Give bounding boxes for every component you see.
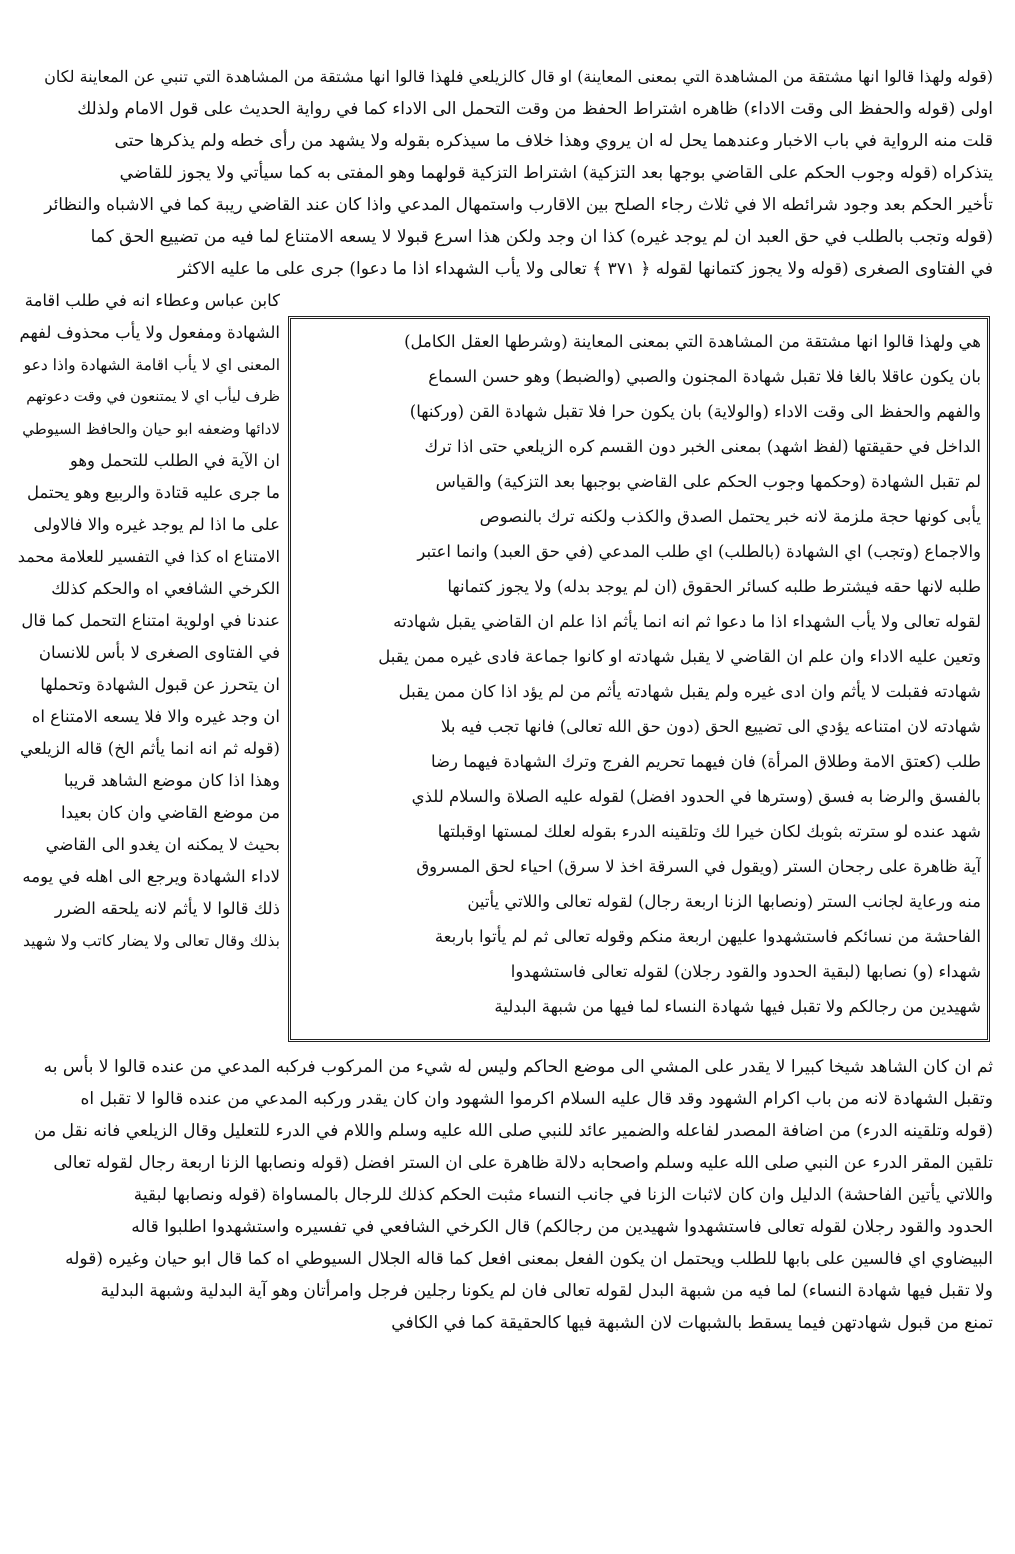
main-text-line: والفهم والحفظ الى وقت الاداء (والولاية) بان يكون حرا فلا تقبل شهادة القن (وركنها) (409, 402, 981, 421)
commentary-line: (قوله ولهذا قالوا انها مشتقة من المشاهدة التي بمعنى المعاينة) او قال كالزيلعي فلهذا قالوا انها مشتقة من المشاهدة التي تنبي عن المعاينة لكان (44, 67, 993, 86)
commentary-line: تمنع من قبول شهادتهن فيما يسقط بالشبهات لان الشبهة فيها كالحقيقة كما في الكافي (391, 1313, 993, 1333)
main-text-line: والاجماع (وتجب) اي الشهادة (بالطلب) اي طلب المدعي (في حق العبد) وانما اعتبر (417, 542, 981, 561)
commentary-line: في الفتاوى الصغرى (قوله ولا يجوز كتمانها لقوله ﴿ ٣٧١ ﴾ تعالى ولا يأب الشهداء اذا ما دعوا) جرى على ما عليه الاكثر (177, 259, 993, 279)
main-text-line: شهادته فقبلت لا يأثم وان ادى غيره ولم يقبل شهادته يأثم من لم يؤد اذا كان ممن يقبل (398, 682, 981, 701)
main-text-frame (288, 316, 990, 1042)
commentary-line: ان وجد غيره والا فلا يسعه الامتناع اه (31, 707, 280, 726)
main-text-line: لقوله تعالى ولا يأب الشهداء اذا ما دعوا ثم انه انما يأثم اذا علم ان القاضي يقبل شهادته (393, 612, 981, 631)
commentary-line: وتقبل الشهادة لانه من باب اكرام الشهود وقد قال عليه السلام اكرموا الشهود وان كان يقدر وركبه المدعي من عنده قالوا لا تقبل اه (80, 1089, 993, 1109)
main-text-line: بالفسق والرضا به فسق (وسترها في الحدود افضل) لقوله عليه الصلاة والسلام للذي (411, 787, 981, 806)
commentary-line: ظرف ليأب اي لا يمتنعون في وقت دعوتهم (26, 389, 280, 405)
commentary-line: الكرخي الشافعي اه والحكم كذلك (51, 579, 280, 598)
commentary-line: واللاتي يأتين الفاحشة) الدليل وان كان لاثبات الزنا في جانب النساء مثبت الحكم كذلك للرجال بالمساواة (قوله ونصابها لبقية (133, 1185, 993, 1205)
commentary-line: ذلك قالوا لا يأثم لانه يلحقه الضرر (54, 899, 280, 918)
commentary-line: ان الآية في الطلب للتحمل وهو (69, 451, 280, 470)
main-text-line: شهداء (و) نصابها (لبقية الحدود والقود رجلان) لقوله تعالى فاستشهدوا (510, 962, 981, 981)
main-text-line: هي ولهذا قالوا انها مشتقة من المشاهدة التي بمعنى المعاينة (وشرطها العقل الكامل) (404, 332, 981, 351)
commentary-line: بحيث لا يمكنه ان يغدو الى القاضي (45, 835, 280, 854)
main-text-line: بان يكون عاقلا بالغا فلا تقبل شهادة المجنون والصبي (والضبط) وهو حسن السماع (428, 367, 981, 386)
main-text-line: طلبه لانها حقه فيشترط طلبه كسائر الحقوق (ان لم يوجد بدله) ولا يجوز كتمانها (447, 577, 981, 596)
commentary-line: بذلك وقال تعالى ولا يضار كاتب ولا شهيد (23, 932, 280, 950)
commentary-line: على ما اذا لم يوجد غيره والا فالاولى (33, 515, 280, 534)
commentary-line: تلقين المقر الدرء عن النبي صلى الله عليه وسلم واصحابه دلالة ظاهرة على ان الستر افضل (قوله ونصابها الزنا اربعة رجال لقوله تعالى (53, 1153, 993, 1173)
commentary-line: لادائها وضعفه ابو حيان والحافظ السيوطي (22, 420, 280, 438)
commentary-line: لاداء الشهادة ويرجع الى اهله في يومه (22, 867, 280, 886)
main-text-line: لم تقبل الشهادة (وحكمها وجوب الحكم على القاضي بوجبها بعد التزكية) والقياس (435, 472, 981, 491)
commentary-line: عندنا في اولوية امتناع التحمل كما قال (21, 611, 280, 630)
commentary-line: يتذكراه (قوله وجوب الحكم على القاضي بوجها بعد التزكية) اشتراط التزكية قولهما وهو المفتى به كما سيأتي ولا يجوز للقاضي (119, 163, 993, 183)
commentary-line: ان يتحرز عن قبول الشهادة وتحملها (40, 675, 280, 694)
main-text-line: الفاحشة من نسائكم فاستشهدوا عليهن اربعة منكم وقوله تعالى ثم لم يأتوا باربعة (434, 927, 981, 946)
commentary-line: من موضع القاضي وان كان بعيدا (61, 803, 280, 822)
commentary-line: (قوله ثم انه انما يأثم الخ) قاله الزيلعي (20, 739, 280, 758)
main-text-line: منه ورعاية لجانب الستر (ونصابها الزنا اربعة رجال) لقوله تعالى واللاتي يأتين (467, 892, 981, 911)
commentary-line: في الفتاوى الصغرى لا بأس للانسان (38, 643, 280, 662)
commentary-line: اولى (قوله والحفظ الى وقت الاداء) ظاهره اشتراط الحفظ من وقت التحمل الى الاداء كما في رواية الحديث على قول الامام ولذلك (77, 99, 993, 119)
commentary-line: الشهادة ومفعول ولا يأب محذوف لفهم (19, 323, 280, 342)
main-text-line: يأبى كونها حجة ملزمة لانه خبر يحتمل الصدق والكذب ولكنه ترك بالنصوص (479, 507, 981, 526)
main-text-line: آية ظاهرة على رجحان الستر (ويقول في السرقة اخذ لا سرق) احياء لحق المسروق (416, 857, 981, 876)
commentary-line: الامتناع اه كذا في التفسير للعلامة محمد (18, 547, 280, 566)
commentary-line: تأخير الحكم بعد وجود شرائطه الا في ثلاث رجاء الصلح بين الاقارب واستمهال المدعي واذا كان عند القاضي ريبة كما في الاشباه والنظائر (44, 195, 993, 215)
main-text-line: الداخل في حقيقتها (لفظ اشهد) بمعنى الخبر دون القسم كره الزيلعي حتى اذا ترك (424, 437, 981, 456)
main-text-line: شهد عنده لو سترته بثوبك لكان خيرا لك وتلقينه الدرء بقوله لعلك لمستها اوقبلتها (437, 822, 981, 841)
main-text-line: شهيدين من رجالكم ولا تقبل فيها شهادة النساء لما فيها من شبهة البدلية (494, 997, 981, 1016)
commentary-line: وهذا اذا كان موضع الشاهد قريبا (63, 771, 280, 790)
commentary-line: قلت منه الرواية في باب الاخبار وعندهما يحل له ان يروي وهذا خلاف ما سيذكره بقوله ولا يشهد من رأى خطه ولم يذكرها حتى (114, 131, 993, 151)
commentary-line: المعنى اي لا يأب اقامة الشهادة واذا دعو (23, 356, 280, 374)
main-text-line: وتعين عليه الاداء وان علم ان القاضي لا يقبل شهادته او كانوا جماعة فادى غيره ممن يقبل (378, 647, 981, 666)
commentary-line: (قوله وتجب بالطلب في حق العبد ان لم يوجد غيره) كذا ان وجد ولكن هذا اسرع قبولا لا يسعه الامتناع لما فيه من تضييع الحق كما (90, 227, 993, 247)
commentary-line: ولا تقبل فيها شهادة النساء) لما فيه من شبهة البدل لقوله تعالى فان لم يكونا رجلين فرجل وامرأتان وهو آية البدلية وشبهة البدلية (100, 1281, 993, 1301)
main-text-line: طلب (كعتق الامة وطلاق المرأة) فان فيهما تحريم الفرج وترك الشهادة فيهما رضا (430, 752, 981, 771)
commentary-line: البيضاوي اي فالسين على بابها للطلب ويحتمل ان يكون الفعل بمعنى افعل كما قاله الجلال السيوطي اه كما قال ابو حيان وغيره (قوله (65, 1249, 993, 1269)
commentary-line: كابن عباس وعطاء انه في طلب اقامة (24, 291, 280, 310)
commentary-line: الحدود والقود رجلان لقوله تعالى فاستشهدوا شهيدين من رجالكم) قال الكرخي الشافعي في تفسيره واستشهدوا اطلبوا قاله (131, 1217, 993, 1237)
commentary-line: ثم ان كان الشاهد شيخا كبيرا لا يقدر على المشي الى موضع الحاكم وليس له شيء من المركوب فركبه المدعي من عنده قالوا لا بأس به (43, 1057, 993, 1077)
main-text-line: شهادته لان امتناعه يؤدي الى تضييع الحق (دون حق الله تعالى) فانها تجب فيه بلا (441, 717, 981, 736)
commentary-line: ما جرى عليه قتادة والربيع وهو يحتمل (26, 483, 280, 502)
commentary-line: (قوله وتلقينه الدرء) من اضافة المصدر لفاعله والضمير عائد للنبي صلى الله عليه وسلم واللام في الدرء للتعليل وقال الزيلعي فانه نقل من (34, 1121, 993, 1141)
